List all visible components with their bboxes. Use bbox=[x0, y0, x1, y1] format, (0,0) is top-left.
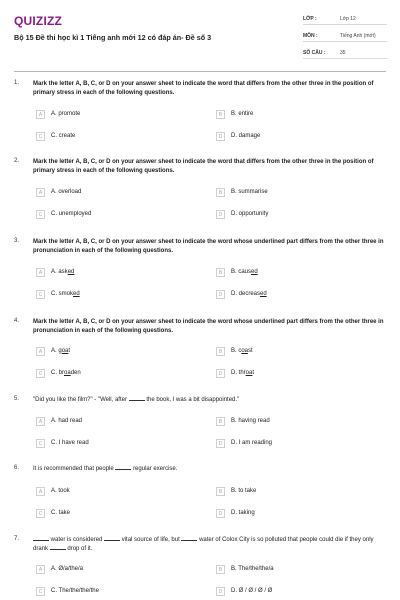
underlined-part: oa bbox=[61, 348, 69, 354]
option-label: D. I am reading bbox=[231, 440, 273, 446]
option-label bbox=[51, 269, 74, 275]
option-letter-box: A bbox=[36, 268, 45, 277]
meta-row-class bbox=[303, 13, 387, 25]
option-label: D. damage bbox=[231, 133, 261, 139]
option-label-text: B. c bbox=[231, 348, 242, 354]
answer-blank bbox=[104, 536, 120, 541]
question-number: 7. bbox=[14, 536, 20, 542]
option-label-text: A. ask bbox=[51, 269, 68, 275]
option-letter-box: B bbox=[216, 110, 225, 119]
option-letter-box: A bbox=[36, 347, 45, 356]
option-label: C. unemployed bbox=[51, 211, 92, 217]
option-label bbox=[51, 348, 70, 354]
option-label-text: D. thr bbox=[231, 370, 246, 376]
question-text: Mark the letter A, B, C, or D on your answer sheet to indicate the word whose underlined part differs from the other three in pronunciation in each of the following questions. bbox=[33, 319, 384, 334]
option-label: B. entire bbox=[231, 111, 254, 117]
meta-row-subject bbox=[303, 30, 387, 42]
meta-key: MÔN : bbox=[303, 33, 318, 39]
option-letter-box: C bbox=[36, 587, 45, 596]
option-letter-box: D bbox=[216, 290, 225, 299]
underlined-part: oa bbox=[245, 370, 253, 376]
option-label bbox=[231, 348, 253, 354]
question-text-part: "Did you like the film?" - "Well, after bbox=[33, 397, 127, 403]
option-letter-box: D bbox=[216, 439, 225, 448]
option-label-rest: t bbox=[252, 370, 255, 376]
option-label bbox=[231, 370, 254, 376]
option-label-rest: den bbox=[70, 370, 81, 376]
option-label: D. taking bbox=[231, 510, 255, 516]
option-label bbox=[51, 370, 81, 376]
meta-value: 35 bbox=[340, 50, 346, 56]
option-letter-box: A bbox=[36, 487, 45, 496]
option-letter-box: B bbox=[216, 565, 225, 574]
option-label: B. summarise bbox=[231, 189, 268, 195]
option-label bbox=[51, 291, 80, 297]
option-label: B. having read bbox=[231, 418, 270, 424]
option-letter-box: D bbox=[216, 509, 225, 518]
option-letter-box: A bbox=[36, 417, 45, 426]
question-text bbox=[33, 465, 387, 474]
option-letter-box: B bbox=[216, 268, 225, 277]
option-label: D. opportunity bbox=[231, 211, 269, 217]
question-number: 5. bbox=[14, 396, 20, 402]
option-label: C. take bbox=[51, 510, 71, 516]
answer-blank bbox=[115, 465, 131, 470]
option-label: A. had read bbox=[51, 418, 83, 424]
document-header bbox=[0, 0, 400, 62]
option-label: A. promote bbox=[51, 111, 81, 117]
option-letter-box: C bbox=[36, 132, 45, 141]
option-label-text: C. br bbox=[51, 370, 65, 376]
underlined-part: oa bbox=[64, 370, 71, 376]
option-label: A. Ø/a/the/a bbox=[51, 566, 84, 572]
option-label bbox=[231, 291, 267, 297]
option-letter-box: A bbox=[36, 188, 45, 197]
option-letter-box: C bbox=[36, 439, 45, 448]
option-label-text: D. decreas bbox=[231, 291, 261, 297]
quizizz-logo: QUIZIZZ bbox=[14, 14, 63, 28]
option-letter-box: B bbox=[216, 347, 225, 356]
option-letter-box: C bbox=[36, 509, 45, 518]
option-label-text: C. smok bbox=[51, 291, 74, 297]
question-text: Mark the letter A, B, C, or D on your answer sheet to indicate the word whose underlined part differs from the other three in pronunciation in each of the following questions. bbox=[33, 239, 384, 254]
meta-row-count bbox=[303, 47, 387, 59]
question-text: Mark the letter A, B, C, or D on your answer sheet to indicate the word that differs from the other three in the position of primary stress in each of the following questions. bbox=[33, 159, 374, 174]
option-letter-box: B bbox=[216, 417, 225, 426]
option-letter-box: D bbox=[216, 210, 225, 219]
meta-table bbox=[303, 13, 387, 59]
option-label: C. create bbox=[51, 133, 76, 139]
option-letter-box: C bbox=[36, 210, 45, 219]
option-label: B. to take bbox=[231, 488, 257, 494]
answer-blank bbox=[33, 536, 49, 541]
option-label: B. The/the/the/a bbox=[231, 566, 274, 572]
meta-value: Tiếng Anh (mới) bbox=[340, 33, 376, 39]
option-label-text: B. caus bbox=[231, 269, 252, 275]
option-letter-box: A bbox=[36, 565, 45, 574]
underlined-part: ed bbox=[260, 291, 267, 297]
option-label: D. Ø / Ø / Ø / Ø bbox=[231, 588, 273, 594]
question-text-part: water of Colox City is so polluted that people could die if they only drank bbox=[33, 537, 374, 552]
option-letter-box: C bbox=[36, 369, 45, 378]
underlined-part: ed bbox=[251, 269, 258, 275]
option-label bbox=[231, 269, 258, 275]
option-letter-box: B bbox=[216, 188, 225, 197]
question-text-part: It is recommended that people bbox=[33, 466, 114, 472]
question-number: 6. bbox=[14, 465, 20, 471]
question-text bbox=[33, 536, 387, 553]
meta-key: LỚP : bbox=[303, 16, 317, 22]
option-label: C. I have read bbox=[51, 440, 89, 446]
option-letter-box: D bbox=[216, 369, 225, 378]
option-label: C. The/the/the/the bbox=[51, 588, 99, 594]
option-label-rest: st bbox=[248, 348, 253, 354]
question-text-part: regular exercise. bbox=[133, 466, 178, 472]
option-letter-box: C bbox=[36, 290, 45, 299]
question-text-part: drop of it. bbox=[67, 545, 93, 552]
question-number: 2. bbox=[14, 158, 20, 164]
question-text-part: the book, I was a bit disappointed." bbox=[146, 397, 240, 403]
meta-value: Lớp 12 bbox=[340, 16, 356, 22]
meta-key: SỐ CÂU : bbox=[303, 50, 326, 56]
option-label-text: A. g bbox=[51, 348, 62, 354]
answer-blank bbox=[50, 545, 66, 550]
option-label: A. overload bbox=[51, 189, 82, 195]
option-label-rest: t bbox=[68, 348, 71, 354]
question-text-part: water is considered bbox=[50, 537, 103, 543]
underlined-part: ed bbox=[73, 291, 80, 297]
question-text: Mark the letter A, B, C, or D on your answer sheet to indicate the word that differs from the other three in the position of primary stress in each of the following questions. bbox=[33, 81, 374, 96]
question-number: 4. bbox=[14, 318, 20, 324]
underlined-part: ed bbox=[67, 269, 75, 275]
option-letter-box: B bbox=[216, 487, 225, 496]
option-label: A. took bbox=[51, 488, 70, 494]
answer-blank bbox=[181, 536, 197, 541]
question-number: 1. bbox=[14, 80, 20, 86]
document-title: Bộ 15 Đề thi học kì 1 Tiếng anh mới 12 có đáp án- Đề số 3 bbox=[14, 33, 212, 42]
header-divider bbox=[14, 71, 386, 72]
question-text-part: vital source of life, but bbox=[121, 537, 180, 543]
answer-blank bbox=[129, 396, 145, 401]
option-letter-box: D bbox=[216, 587, 225, 596]
question-text bbox=[33, 396, 387, 405]
option-letter-box: A bbox=[36, 110, 45, 119]
underlined-part: oa bbox=[241, 348, 249, 354]
option-letter-box: D bbox=[216, 132, 225, 141]
question-number: 3. bbox=[14, 238, 20, 244]
